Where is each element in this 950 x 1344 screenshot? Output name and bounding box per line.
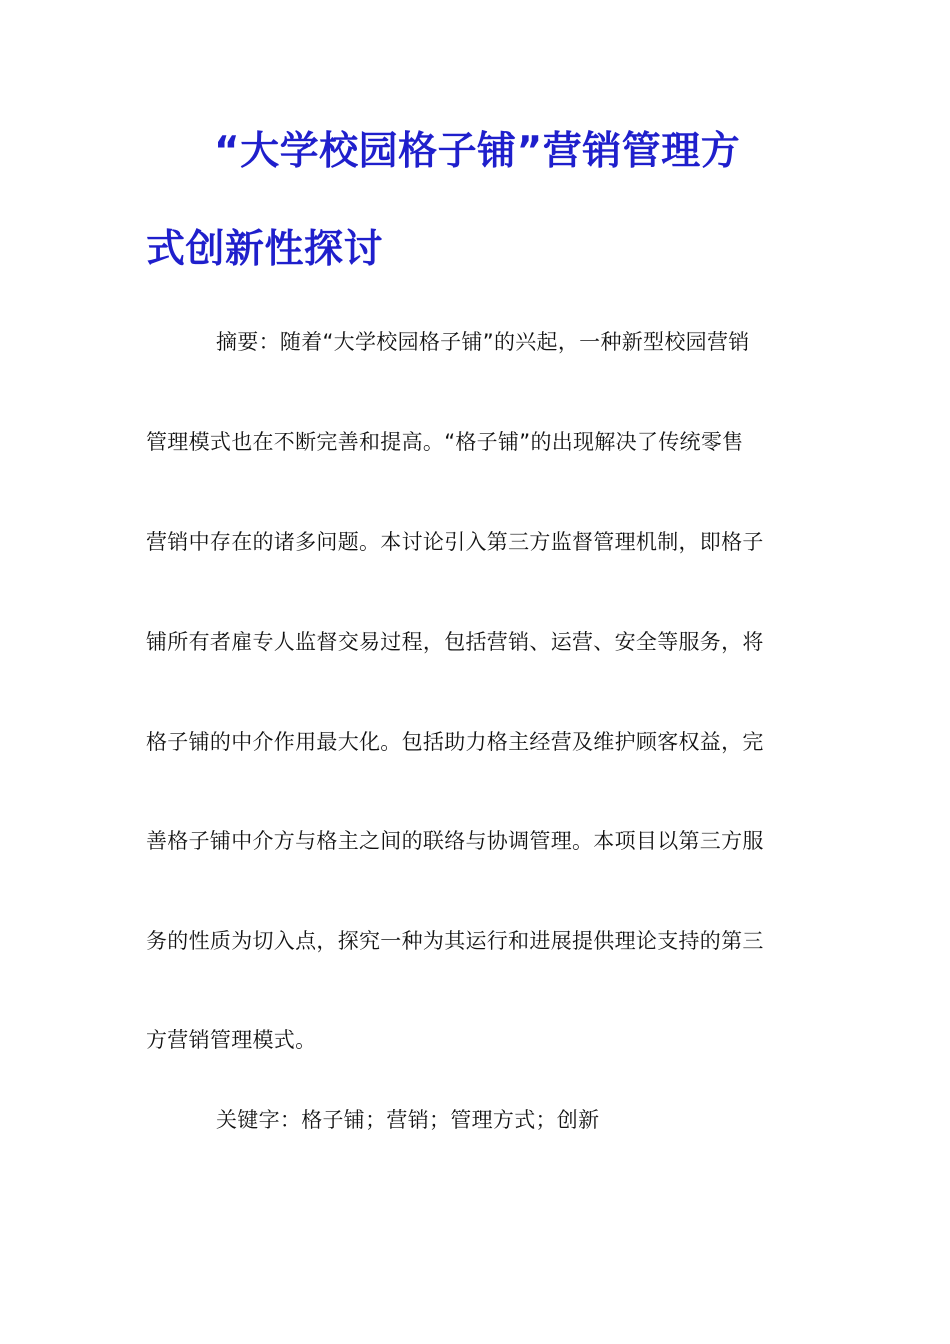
document-title-line-2: 式创新性探讨 [146, 227, 384, 272]
keywords-line: 关键字：格子铺；营销；管理方式；创新 [216, 1108, 600, 1132]
abstract-line: 务的性质为切入点，探究一种为其运行和进展提供理论支持的第三 [146, 929, 764, 953]
document-title-line-1: “大学校园格子铺”营销管理方 [214, 129, 741, 174]
abstract-line: 善格子铺中介方与格主之间的联络与协调管理。本项目以第三方服 [146, 829, 764, 853]
abstract-line: 管理模式也在不断完善和提高。“格子铺”的出现解决了传统零售 [146, 430, 744, 454]
abstract-line: 格子铺的中介作用最大化。包括助力格主经营及维护顾客权益，完 [146, 730, 764, 754]
abstract-line: 铺所有者雇专人监督交易过程，包括营销、运营、安全等服务，将 [146, 630, 764, 654]
abstract-line: 摘要：随着“大学校园格子铺”的兴起，一种新型校园营销 [216, 330, 750, 354]
abstract-line: 营销中存在的诸多问题。本讨论引入第三方监督管理机制，即格子 [146, 530, 764, 554]
abstract-line: 方营销管理模式。 [146, 1028, 317, 1052]
